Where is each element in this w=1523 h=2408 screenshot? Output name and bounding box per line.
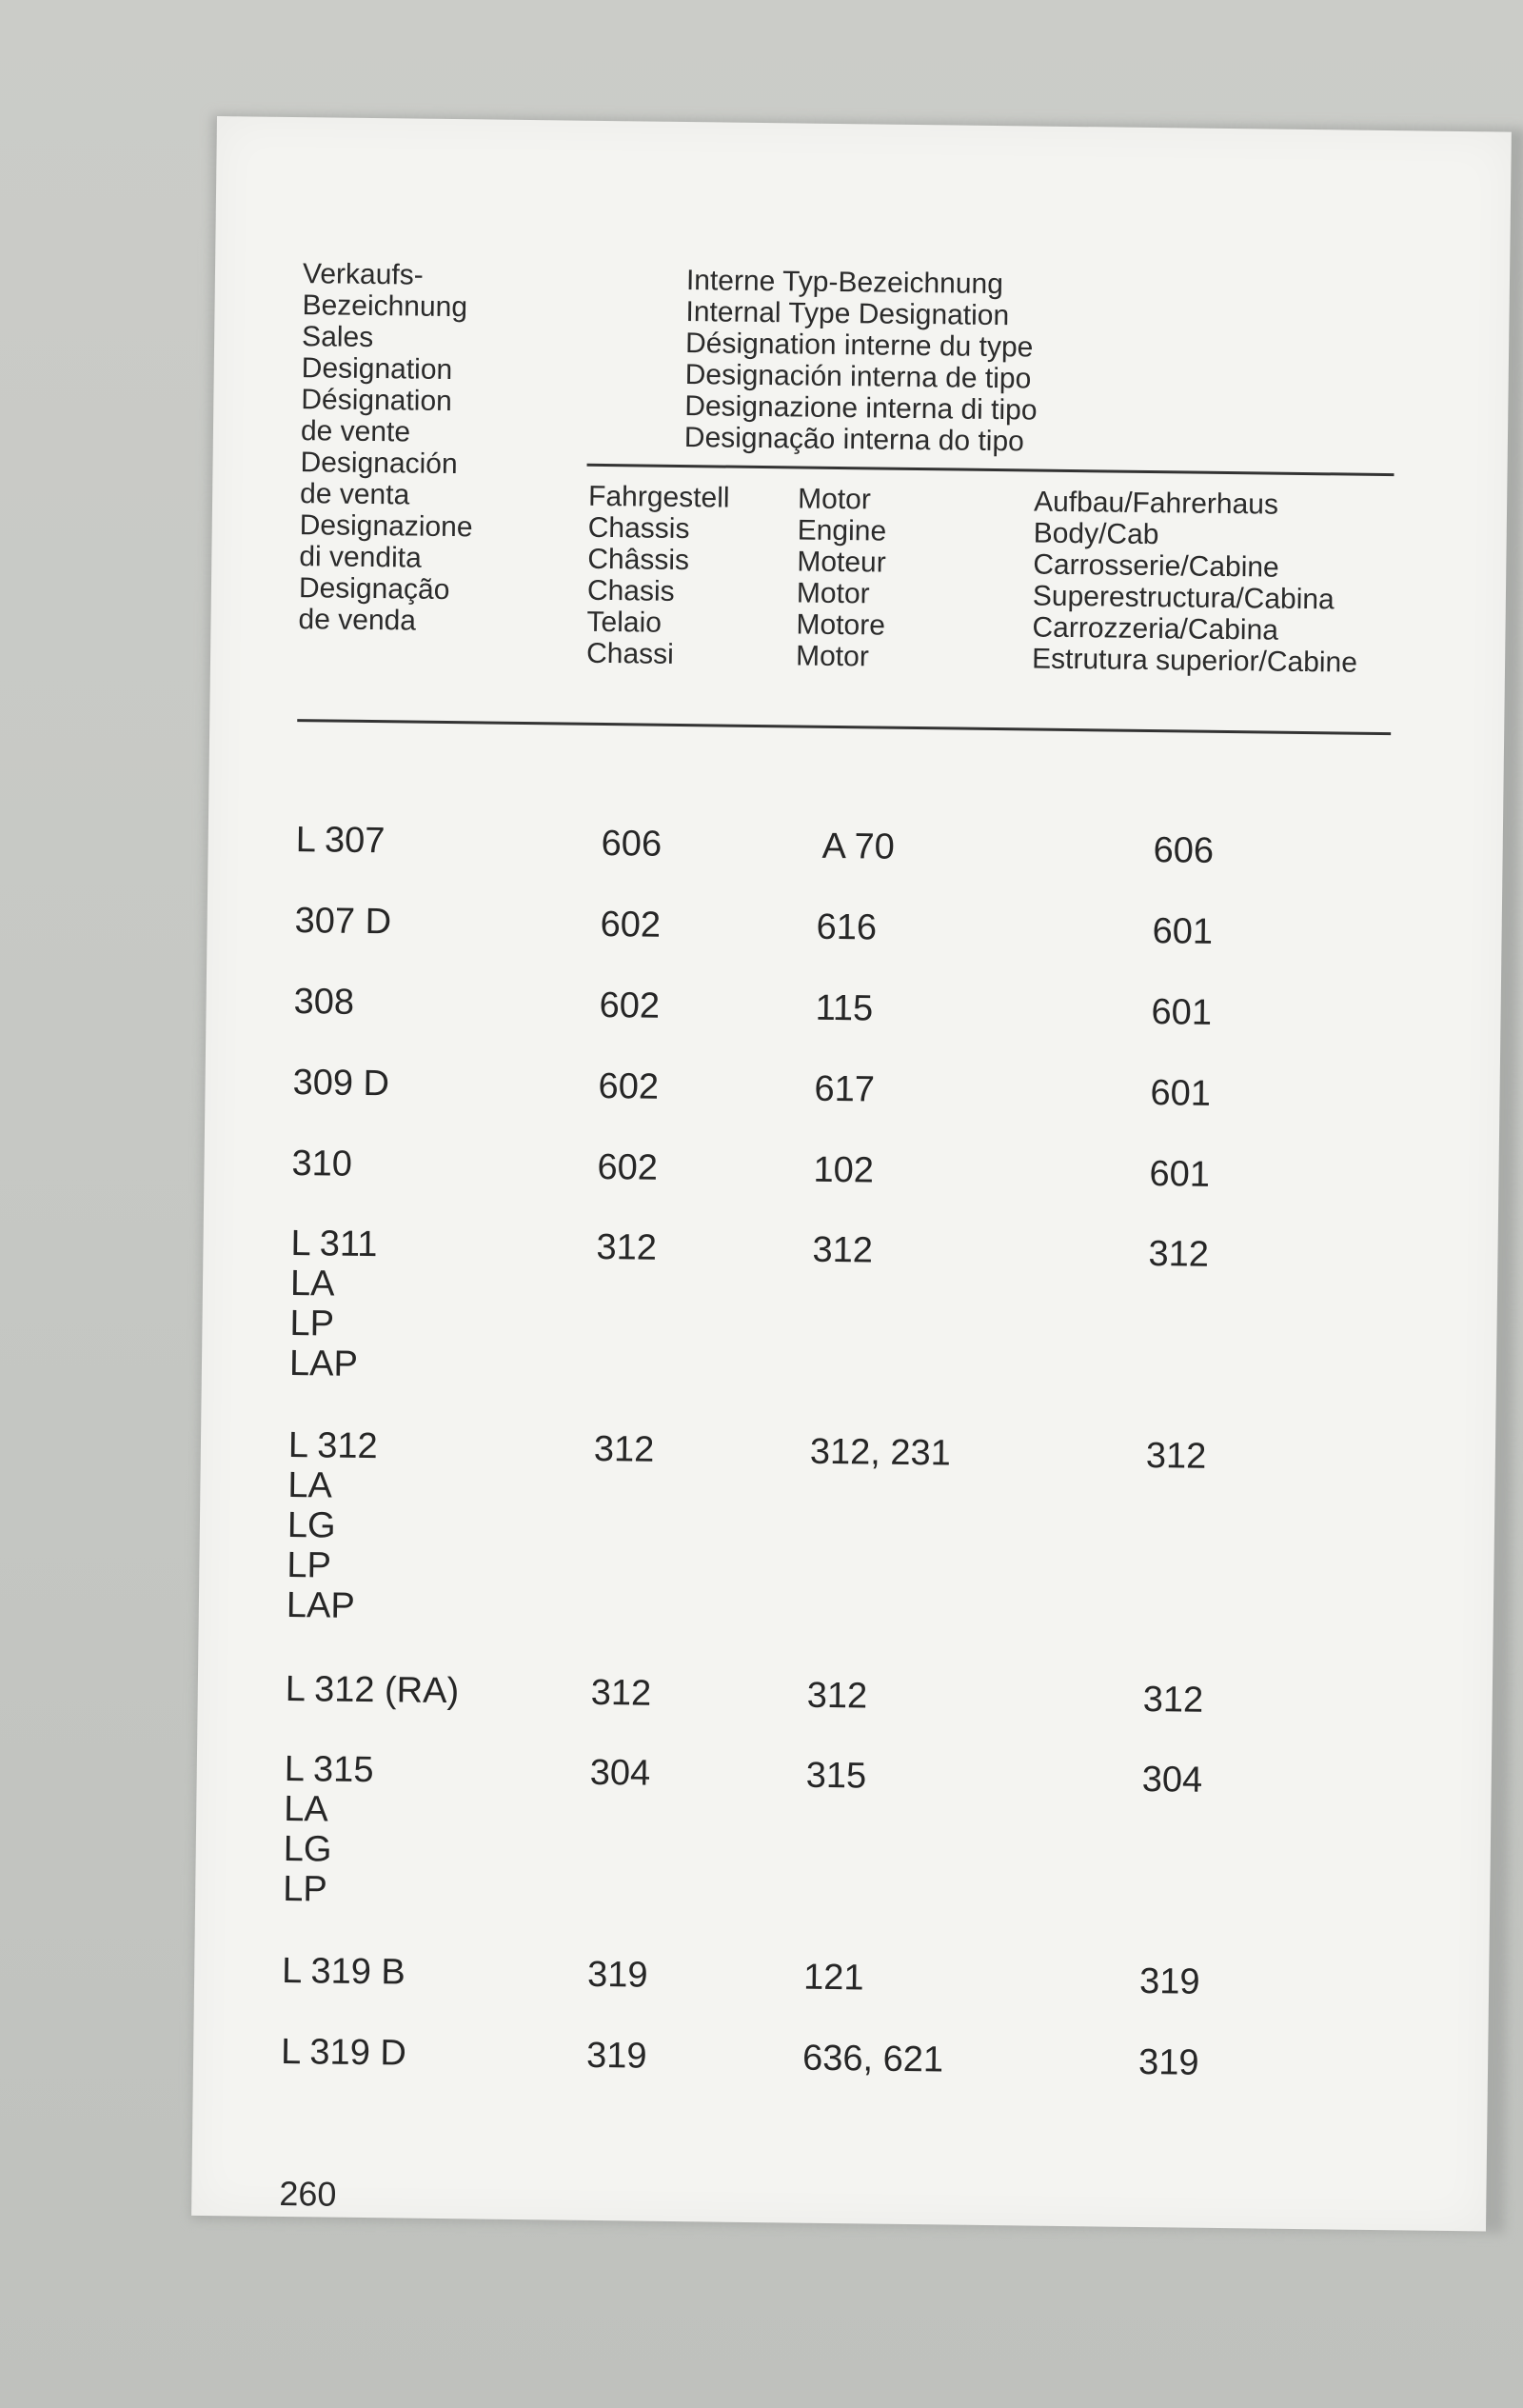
sales-designation-cell: 310 bbox=[291, 1144, 353, 1184]
header-label: de venta bbox=[299, 478, 410, 511]
header-label: Telaio bbox=[586, 606, 663, 639]
header-label: Verkaufs- bbox=[302, 258, 424, 291]
sales-variant: LA bbox=[289, 1264, 335, 1304]
header-label: Carrosserie/Cabine bbox=[1033, 548, 1279, 584]
sales-designation-cell: 307 D bbox=[294, 901, 392, 943]
chassis-cell: 319 bbox=[586, 1954, 648, 1996]
header-label: Estrutura superior/Cabine bbox=[1031, 643, 1358, 679]
header-label: Motor bbox=[797, 483, 872, 516]
header-label: Sales bbox=[301, 321, 374, 354]
header-label: Superestructura/Cabina bbox=[1032, 580, 1335, 616]
header-label: Carrozzeria/Cabina bbox=[1032, 611, 1279, 647]
sales-designation-cell: L 319 B bbox=[281, 1950, 406, 1993]
header-label: Designazione interna di tipo bbox=[684, 390, 1038, 427]
body-cell: 319 bbox=[1138, 1960, 1200, 2002]
body-cell: 601 bbox=[1150, 1073, 1212, 1114]
chassis-cell: 602 bbox=[597, 1146, 659, 1188]
header-engine bbox=[796, 483, 887, 672]
engine-cell: 636, 621 bbox=[801, 2038, 944, 2080]
chassis-cell: 602 bbox=[599, 985, 661, 1026]
chassis-cell: 319 bbox=[585, 2035, 647, 2077]
table-row bbox=[205, 1062, 1442, 1117]
header-label: Fahrgestell bbox=[587, 480, 730, 514]
header-label: Moteur bbox=[797, 546, 886, 579]
sales-variant: LA bbox=[284, 1788, 329, 1830]
engine-cell: 115 bbox=[815, 987, 874, 1029]
body-cell: 606 bbox=[1153, 830, 1215, 871]
header-label: Motor bbox=[796, 577, 870, 610]
document-page bbox=[191, 116, 1512, 2231]
header-body bbox=[1032, 487, 1359, 679]
header-label: de vente bbox=[300, 415, 411, 448]
header-label: de venda bbox=[298, 604, 417, 637]
table-row bbox=[208, 819, 1445, 874]
sales-designation-cell bbox=[283, 1749, 374, 1910]
table-row bbox=[206, 981, 1443, 1036]
header-label: Engine bbox=[797, 514, 887, 547]
engine-cell: A 70 bbox=[821, 826, 896, 867]
table-row bbox=[193, 2031, 1431, 2086]
sales-designation-cell: L 307 bbox=[295, 820, 386, 862]
header-internal-type bbox=[684, 265, 1039, 458]
body-cell: 312 bbox=[1142, 1680, 1204, 1721]
header-label: Chasis bbox=[586, 574, 675, 607]
sales-variant: L 312 bbox=[287, 1425, 378, 1467]
header-label: Chassis bbox=[587, 511, 690, 546]
engine-cell: 312 bbox=[812, 1229, 874, 1271]
sales-designation-cell: 308 bbox=[293, 982, 355, 1023]
engine-cell: 616 bbox=[816, 906, 878, 948]
table-row bbox=[207, 900, 1444, 955]
table-row bbox=[204, 1143, 1441, 1198]
sales-variant: LA bbox=[287, 1465, 333, 1506]
header-divider-top bbox=[587, 464, 1394, 476]
chassis-cell: 602 bbox=[598, 1065, 660, 1107]
header-label: di vendita bbox=[299, 541, 422, 574]
body-cell: 601 bbox=[1149, 1154, 1211, 1195]
body-cell: 601 bbox=[1152, 911, 1214, 952]
sales-variant: LP bbox=[287, 1545, 332, 1586]
header-label: Désignation bbox=[301, 384, 452, 418]
header-label: Body/Cab bbox=[1033, 517, 1159, 551]
body-cell: 312 bbox=[1145, 1436, 1207, 1477]
header-sales-designation bbox=[298, 258, 476, 637]
engine-cell: 121 bbox=[802, 1957, 864, 1999]
header-label: Internal Type Designation bbox=[685, 296, 1010, 332]
sales-designation-cell: 309 D bbox=[292, 1063, 390, 1104]
body-cell: 304 bbox=[1141, 1760, 1203, 1801]
header-chassis bbox=[586, 481, 730, 671]
header-label: Châssis bbox=[587, 543, 690, 577]
body-cell: 312 bbox=[1148, 1234, 1210, 1275]
chassis-cell: 312 bbox=[590, 1672, 652, 1714]
body-cell: 319 bbox=[1137, 2041, 1199, 2083]
table-row bbox=[198, 1668, 1435, 1723]
header-label: Designación bbox=[300, 447, 458, 481]
sales-variant: L 315 bbox=[284, 1748, 374, 1791]
sales-variant: LAP bbox=[288, 1343, 359, 1384]
engine-cell: 312 bbox=[806, 1675, 868, 1717]
sales-variant: L 311 bbox=[290, 1224, 378, 1265]
header-label: Designazione bbox=[299, 509, 473, 544]
sales-variant: LG bbox=[287, 1505, 336, 1546]
sales-variant: LG bbox=[283, 1828, 332, 1870]
table-row bbox=[194, 1950, 1432, 2005]
header-label: Désignation interne du type bbox=[684, 328, 1034, 364]
chassis-cell: 602 bbox=[600, 904, 662, 945]
header-label: Designação bbox=[298, 572, 450, 607]
sales-designation-cell bbox=[287, 1425, 378, 1626]
body-cell: 601 bbox=[1151, 992, 1213, 1033]
chassis-cell: 304 bbox=[589, 1752, 651, 1794]
sales-variant: LP bbox=[283, 1868, 327, 1910]
table-row bbox=[199, 1424, 1438, 1640]
header-label: Motore bbox=[796, 608, 886, 642]
chassis-cell: 312 bbox=[596, 1226, 658, 1268]
sales-designation-cell bbox=[289, 1224, 378, 1384]
engine-cell: 315 bbox=[805, 1755, 867, 1797]
header-label: Motor bbox=[795, 640, 870, 673]
header-label: Interne Typ-Bezeichnung bbox=[685, 265, 1004, 301]
header-label: Designation bbox=[301, 352, 453, 387]
header-label: Bezeichnung bbox=[302, 289, 468, 324]
header-label: Chassi bbox=[585, 637, 675, 670]
header-label: Aufbau/Fahrerhaus bbox=[1033, 486, 1279, 521]
engine-cell: 312, 231 bbox=[809, 1431, 952, 1474]
sales-variant: LAP bbox=[286, 1585, 355, 1626]
engine-cell: 102 bbox=[813, 1149, 875, 1191]
sales-designation-cell: L 319 D bbox=[280, 2031, 407, 2074]
sales-variant: LP bbox=[289, 1304, 335, 1344]
engine-cell: 617 bbox=[814, 1068, 876, 1110]
chassis-cell: 606 bbox=[601, 823, 663, 865]
table-row bbox=[202, 1223, 1441, 1398]
sales-designation-cell: L 312 (RA) bbox=[285, 1669, 460, 1712]
page-number: 260 bbox=[279, 2173, 337, 2214]
header-label: Designación interna de tipo bbox=[684, 359, 1032, 395]
header-divider-bottom bbox=[297, 719, 1391, 735]
header-label: Designação interna do tipo bbox=[683, 422, 1025, 458]
chassis-cell: 312 bbox=[593, 1428, 655, 1470]
table-row bbox=[195, 1748, 1434, 1923]
